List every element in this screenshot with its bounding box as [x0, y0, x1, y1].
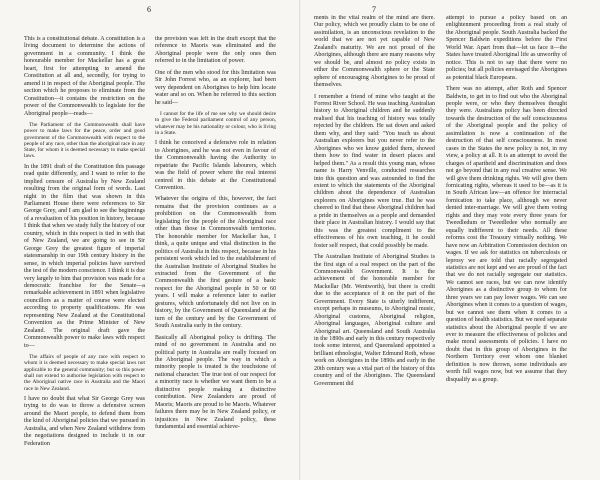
block-quote: I cannot for the life of me see why we should desire to give the Federal parliament control of any person, whatever may be his nationality or colour, who is living in a State. — [155, 111, 276, 136]
paragraph: the provision was left in the draft except that the reference to Maoris was eliminated and the Aboriginal people were the only ones then referred to in the limitation of power. — [155, 36, 276, 65]
paragraph: One of the men who stood for this limitation was Sir John Forrest who, as an explorer, had been very dependent on Aborigines to help him locate water and so on. When he referred to this section he said— — [155, 69, 276, 106]
paragraph: Basically all Aboriginal policy is drifting. The mind of no government in Australia and no political party in Australia are really focused on the Aboriginal people. The way in which a minority people is treated is the touchstone of national character. The true test of our respect for a minority race is whether we want them to be a distinctive people making a distinctive contribution. New Zealanders are proud of Maoris; Maoris are proud to be Maoris. Whatever failures there may be in New Zealand policy, or injustices in New Zealand policy, these fundamental and essential achieve- — [155, 334, 276, 431]
paragraph: The Australian Institute of Aboriginal Studies is the first sign of a real respect on the part of the Commonwealth Government. It is the achievement of the honorable member for Mackellar (Mr. Wentworth), but there is credit due to the acceptance of it on the part of the Government. Every State is utterly indifferent, except perhaps in museums, to Aboriginal music, Aboriginal customs, Aboriginal religion, Aboriginal languages, Aboriginal culture and Aboriginal art. Queensland and South Australia in the 1890s and early in this century respectively took some interest, and Queensland appointed a brilliant ethnologist, Walter Edmund Roth, whose work on Aborigines in the 1890s and early in the 20th century was a vital part of the history of this country and of the Aborigines. The Queensland Government did — [314, 254, 435, 387]
left-column-2 — [155, 36, 276, 474]
right-page — [300, 0, 600, 480]
right-column-1 — [314, 15, 435, 474]
paragraph: In the 1891 draft of the Constitution this passage read quite differently, and I want to refer to the implied censure of Australia by New Zealand resulting from the original form of words. Last night in the film that was shown in this Parliament House there were references to Sir George Grey, and I am glad to see the beginnings of a revaluation of his position in history, because I think that when we study fully the history of our country, which in this respect is tied in with that of New Zealand, we are going to see in Sir George Grey the greatest figure of imperial statesmanship in our 19th century history in the sense, in which imperial policies have survived the test of the modern conscience. I think it is due very largely to him that provision was made for a democratic franchise for the Senate—a remarkable achievement in 1891 when legislative councillors as a matter of course were elected according to property qualifications. He was representing New Zealand at the Constitutional Convention as the Prime Minister of New Zealand. The original draft gave the Commonwealth power to make laws with respect to— — [24, 163, 145, 349]
paragraph: Whatever the origins of this, however, the fact remains that the provision continues as a prohibition on the Commonwealth from legislating for the people of the Aboriginal race other than those in Commonwealth territories. The honorable member for Mackellar has, I think, a quite unique and vital distinction in the politics of Australia in this respect, because in his persistent work which led to the establishment of the Australian Institute of Aboriginal Studies he extracted from the Government of the Commonwealth the first gesture of a basic respect for the Aboriginal people in 50 or 60 years. I will make a reference later to earlier gestures, which unfortunately did not live on in history, by the Government of Queensland at the turn of the century and by the Government of South Australia early in the century. — [155, 196, 276, 330]
paragraph: I think he conceived a defensive role in relation to Aborigines, and he was not even in favour of the Commonwealth having the Authority to repatriate the Pacific Islands labourers, which was the field of power where the real interest centred in this debate at the Constitutional Convention. — [155, 140, 276, 191]
left-column-1 — [24, 36, 145, 474]
paragraph: attempt to pursue a policy based on an enlightenment proceeding from a real study of the Aboriginal people. South Australia backed the Spencer Baldwin expeditions before the First World War. Apart from that—let us face it—the States have treated Aboriginal life as unworthy of notice. This is not to say that there were no policies; but all policies envisaged the Aborigines as potential black Europeans. — [446, 15, 567, 81]
paragraph: There was no attempt, after Roth and Spencer Baldwin, to get in to find out who the Aboriginal people were, or who they themselves thought they were. Australians policy has been directed towards the destruction of the self consciousness of the Aboriginal people and the policy of assimilation is now a continuation of the destruction of that self consciousness. In most cases in the States the new policy is not, in my view, a policy at all. It is an attempt to avoid the charges of apartheid and discrimination and does not go beyond that in any real creative sense. We will give them drinking rights. We will give them fornicating rights, whereas it used to be—as it is in South African law—an offence for interracial fornication to take place, although we never denied inter-marriage. We will give them voting rights and they may vote every three years for Tweedledum or Tweedledee who normally are equally indifferent to their needs. All these reforms cost the Treasury virtually nothing. We have now an Arbitration Commission decision on wages. If we ask for statistics on tuberculosis or leprosy we are told that racially segregated statistics are not kept and we are proud of the fact that we do not racially segregate our statistics. We cannot see races, but we can now identify Aborigines as a distinctive group to whom for three years we can pay lower wages. We can see Aborigines when it comes to a question of wages, but we cannot see them when it comes to a question of health statistics. But we need separate statistics about the Aboriginal people if we are ever to measure the effectiveness of policies and make moral assessments of policies. I have no doubt that in this group of Aborigines in the Northern Territory over whom one blanket definition is now thrown, some individuals are worth full wages now, but we assume that they disqualify as a group. — [446, 86, 567, 383]
paragraph: I have no doubt that what Sir George Grey was trying to do was to throw a defensive screen around the Maori people, to defend them from the kind of Aboriginal policies that we pursued in Australia, and when New Zealand withdrew from the negotiations designed to include it in our Federation — [24, 395, 145, 447]
paragraph: This is a constitutional debate. A constitution is a living document to determine the actions of government in a community. I think the honourable member for Mackellar has a great heart, first for attempting to amend the Constitution at all and, secondly, for trying to amend it in respect of the Aboriginal people. The section which he proposes to eliminate from the Constitution—it contains the restriction on the power of the Commonwealth to legislate for the Aboriginal people—reads— — [24, 36, 145, 117]
page-number: 6 — [147, 5, 151, 14]
block-quote: The affairs of people of any race with respect to whom it is deemed necessary to make special laws not applicable to the general community; but so this power shall not extend to authorise legislation with respect to the Aboriginal native race in Australia and the Maori race in New Zealand. — [24, 354, 145, 392]
block-quote: The Parliament of the Commonwealth shall have power to make laws for the peace, order and good government of the Commonwealth with respect to the people of any race, other than the aboriginal race in any State, for whom it is deemed necessary to make special laws. — [24, 121, 145, 160]
right-column-2 — [446, 15, 567, 474]
page-number: 7 — [372, 5, 376, 14]
paragraph: ments in the vital realm of the mind are there. Our policy, which we proudly claim to be one of assimilation, is an unconscious revelation to the world that we are not yet capable of New Zealand's maturity. We are not proud of the Aborigines, although there are many reasons why we should be, and almost no policy exists in either the Commonwealth sphere or the State sphere of encouraging Aborigines to be proud of themselves. — [314, 15, 435, 89]
paragraph: I remember a friend of mine who taught at the Forrest River School. He was teaching Australian history to Aboriginal children and he suddenly realised that his teaching of history was totally rejected by the children. He sat down and asked them why, and they said: "You teach us about Australian explorers but you never refer to the Aborigines who we know guided them, showed them how to find water in desert places and helped them." As a result this young man, whose name is Harry Venville, conducted researches into this question and was astounded to find the extent to which the statements of the Aboriginal children about the dependence of Australian explorers on Aborigines were true. But he was cheered to find that these Aboriginal children had a pride in themselves as a people and demanded their place in Australian history. I would say that this was the greatest compliment to the effectiveness of his own teaching, it he could foster self respect, that could possibly be made. — [314, 93, 435, 249]
